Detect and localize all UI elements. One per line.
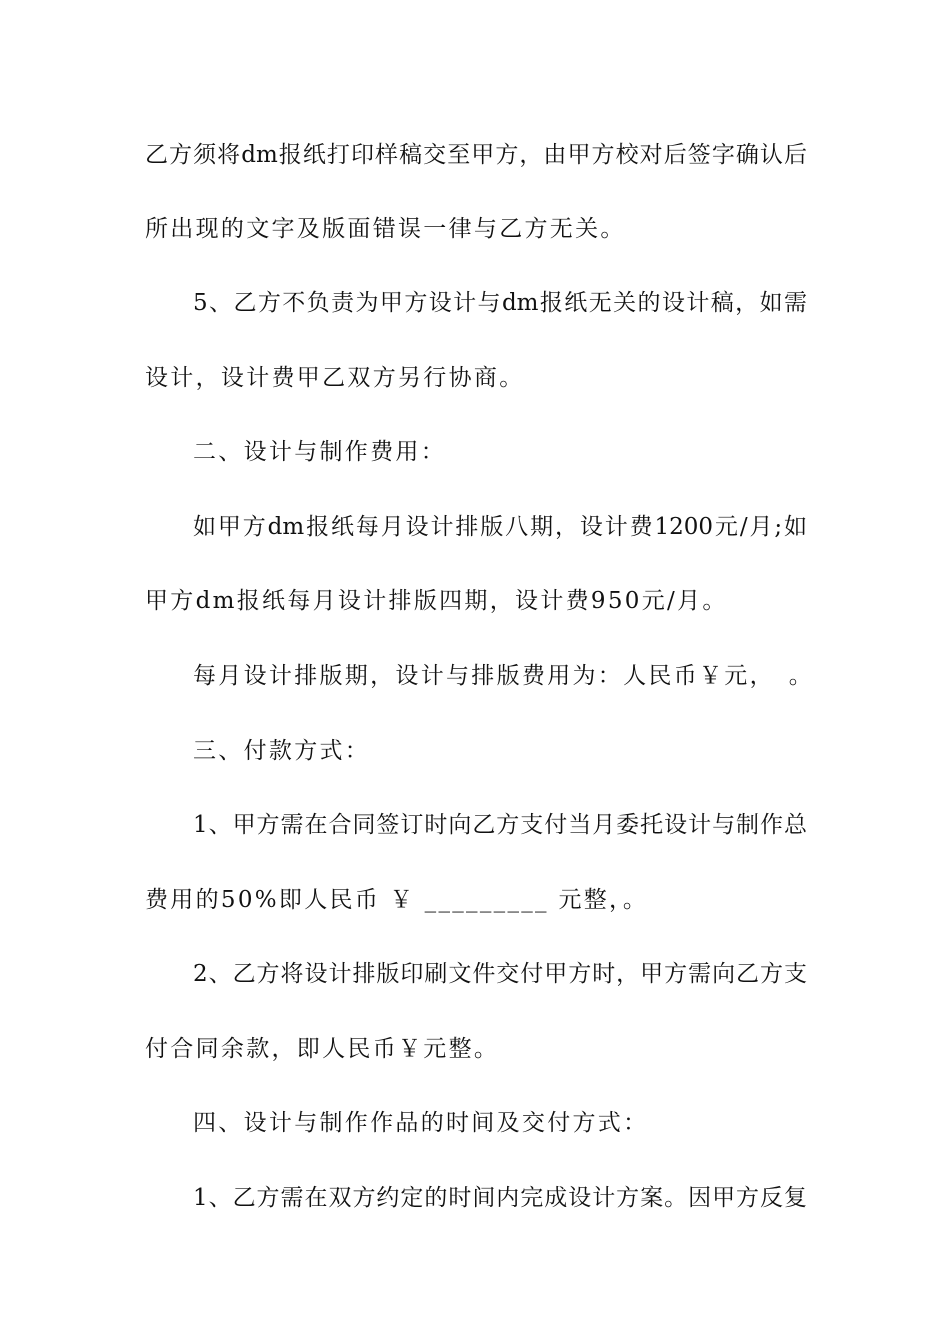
paragraph-line: 甲方dm报纸每月设计排版四期，设计费950元/月。 — [145, 588, 728, 614]
paragraph-line: 费用的50%即人民币 ￥ _________ 元整，。 — [145, 887, 649, 913]
paragraph-line: 1、甲方需在合同签订时向乙方支付当月委托设计与制作总 — [193, 812, 807, 838]
paragraph-line: 如甲方dm报纸每月设计排版八期，设计费1200元/月;如 — [193, 514, 807, 540]
paragraph-line: 设计，设计费甲乙双方另行协商。 — [145, 365, 525, 391]
paragraph-line: 2、乙方将设计排版印刷文件交付甲方时，甲方需向乙方支 — [193, 961, 807, 987]
section-heading: 三、付款方式： — [193, 738, 371, 764]
paragraph-line: 所出现的文字及版面错误一律与乙方无关。 — [145, 216, 626, 242]
paragraph-line: 乙方须将dm报纸打印样稿交至甲方，由甲方校对后签字确认后 — [145, 142, 807, 168]
paragraph-line: 付合同余款，即人民币￥元整。 — [145, 1036, 500, 1062]
paragraph-line: 1、乙方需在双方约定的时间内完成设计方案。因甲方反复 — [193, 1185, 807, 1211]
paragraph-line: 5、乙方不负责为甲方设计与dm报纸无关的设计稿，如需 — [193, 290, 807, 316]
paragraph-line: 每月设计排版期，设计与排版费用为：人民币￥元， 。 — [193, 663, 814, 689]
section-heading: 四、设计与制作作品的时间及交付方式： — [193, 1110, 649, 1136]
section-heading: 二、设计与制作费用： — [193, 439, 446, 465]
